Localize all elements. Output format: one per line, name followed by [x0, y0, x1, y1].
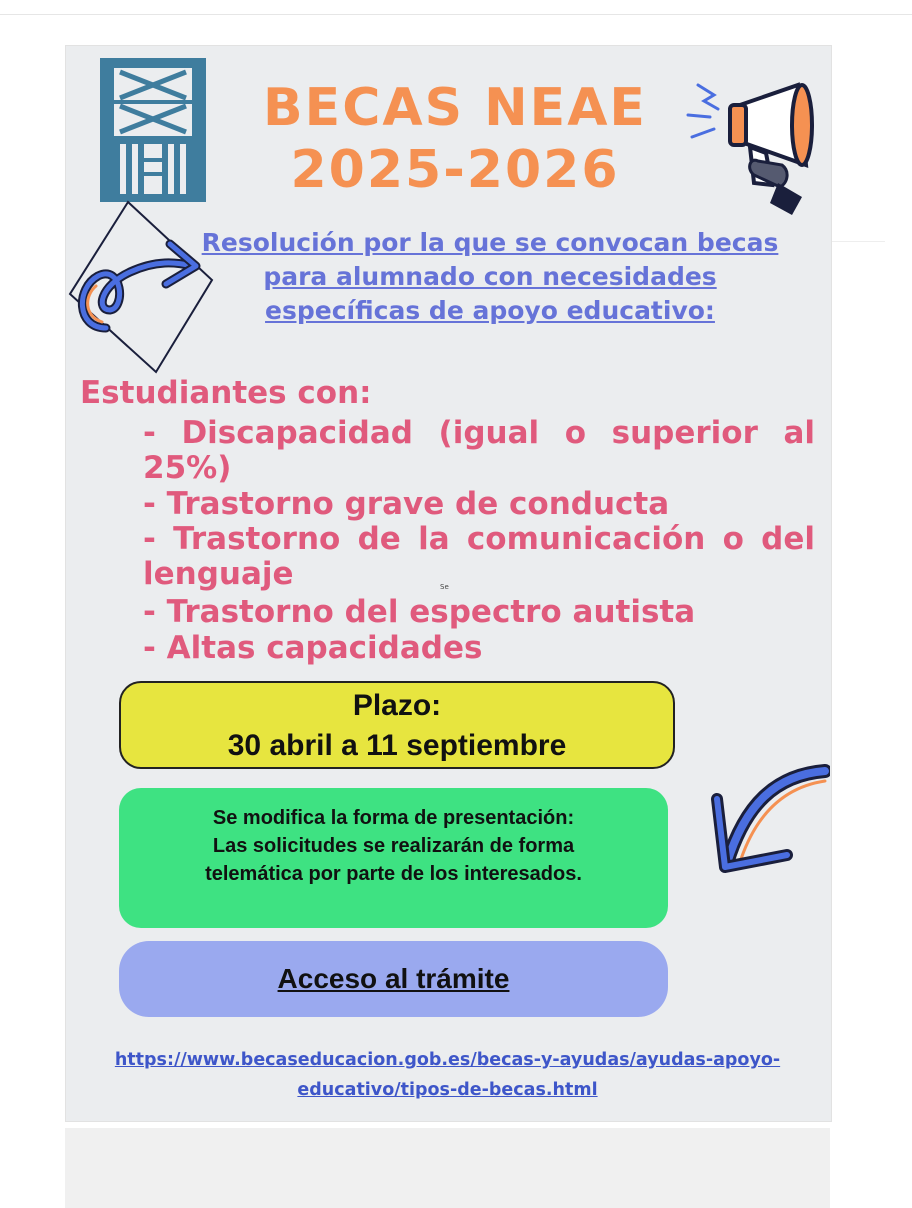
presentation-line-2: Las solicitudes se realizarán de forma	[212, 835, 575, 857]
title-line-1: BECAS NEAE	[263, 78, 647, 138]
becas-url-link[interactable]: https://www.becaseducacion.gob.es/becas-y-ayudas/ayudas-apoyo-educativo/tipos-de-becas.html	[114, 1050, 781, 1100]
building-logo-icon	[100, 58, 210, 206]
presentation-notice	[119, 788, 668, 928]
curved-arrow-left-icon	[705, 755, 830, 885]
resolution-text[interactable]: Resolución por la que se convocan becas para alumnado con necesidades específicas de apoyo educativo:	[201, 228, 779, 325]
list-item-conducta: - Trastorno grave de conducta	[143, 486, 670, 522]
presentation-line-3: telemática por parte de los interesados.	[205, 863, 582, 885]
deadline-dates: 30 abril a 11 septiembre	[227, 729, 567, 762]
students-heading: Estudiantes con:	[80, 375, 372, 411]
stray-text: Se	[440, 583, 449, 591]
presentation-line-1: Se modifica la forma de presentación:	[212, 807, 575, 829]
side-divider	[830, 241, 885, 242]
deadline-label: Plazo:	[352, 689, 442, 722]
title-line-2: 2025-2026	[290, 140, 620, 200]
access-procedure-button[interactable]: Acceso al trámite	[119, 941, 668, 1017]
curly-arrow-right-icon	[66, 198, 216, 376]
list-item-altas-capacidades: - Altas capacidades	[143, 630, 483, 666]
top-divider	[0, 14, 912, 15]
list-item-comunicacion: - Trastorno de la comunicación o del lenguaje	[143, 521, 815, 592]
footer-panel	[65, 1128, 830, 1208]
deadline-box	[119, 681, 675, 769]
list-item-autismo: - Trastorno del espectro autista	[143, 594, 696, 630]
megaphone-icon	[680, 65, 830, 220]
list-item-discapacidad: - Discapacidad (igual o superior al 25%)	[143, 415, 815, 486]
